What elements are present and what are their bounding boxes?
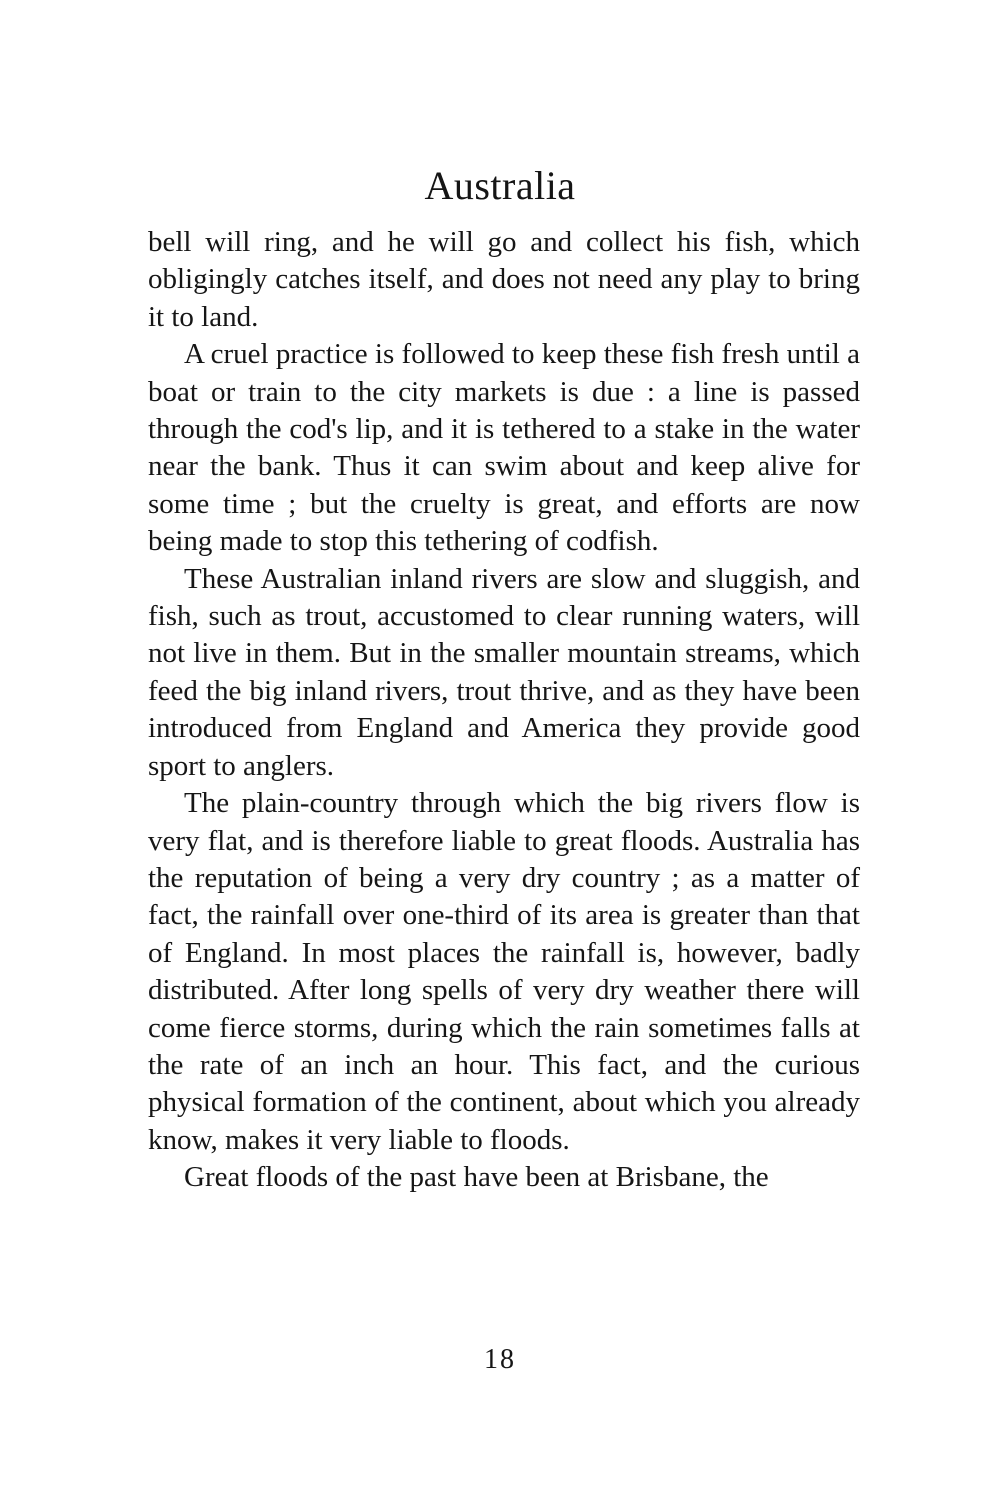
page-number: 18: [484, 1344, 516, 1375]
paragraph-continued: bell will ring, and he will go and collect his fish, which obligingly catches itself, and does not need any play to bring it to land.: [148, 226, 860, 333]
paragraph-floods: The plain-country through which the big rivers flow is very flat, and is therefore liable to great floods. Australia has the reputation of being a very dry country ; as a matter of fact, the rainfall over one-third of its area is greater than that of England. In most places the rainfall is, however, badly distributed. After long spells of very dry weather there will come fierce storms, during which the rain sometimes falls at the rate of an inch an hour. This fact, and the curious physical formation of the continent, about which you already know, makes it very liable to floods.: [148, 787, 860, 1156]
paragraph-inland-rivers: These Australian inland rivers are slow and sluggish, and fish, such as trout, accustomed to clear running waters, will not live in them. But in the smaller mountain streams, which feed the big inland rivers, trout thrive, and as they have been introduced from England and America they provide good sport to anglers.: [148, 562, 860, 782]
running-head: Australia: [424, 163, 576, 208]
body-text: [148, 224, 860, 1197]
paragraph-cod-tethering: A cruel practice is followed to keep these fish fresh until a boat or train to the city markets is due : a line is passed through the cod's lip, and it is tethered to a stake in the water near the bank. Thus it can swim about and keep alive for some time ; but the cruelty is great, and efforts are now being made to stop this tethering of codfish.: [148, 338, 860, 558]
paragraph-great-floods: Great floods of the past have been at Brisbane, the: [184, 1161, 769, 1194]
